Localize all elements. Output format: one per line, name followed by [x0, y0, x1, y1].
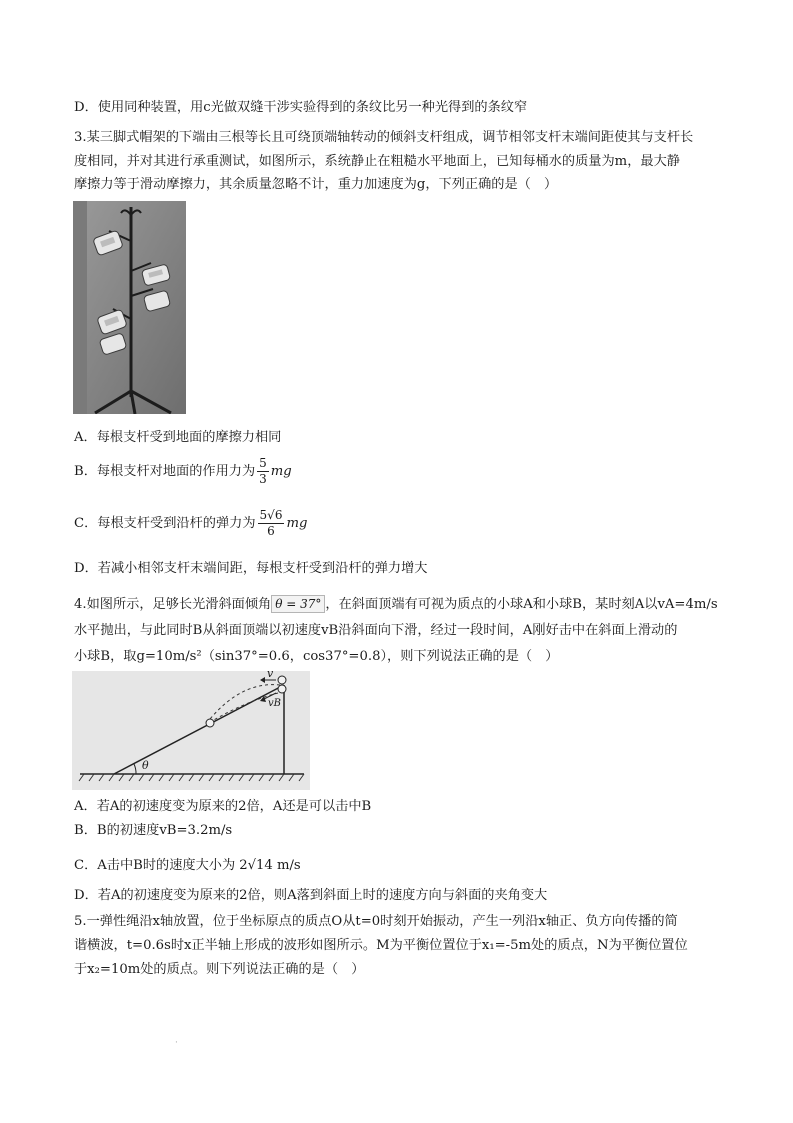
q3-option-b-fraction [257, 456, 269, 487]
q4-stem-line1-post: ，在斜面顶端有可视为质点的小球A和小球B，某时刻A以vA=4m/s [325, 597, 718, 612]
q4-stem-line1-pre: 4.如图所示，足够长光滑斜面倾角 [74, 597, 272, 612]
q3-option-c [74, 507, 307, 541]
q4-stem-line2: 水平抛出，与此同时B从斜面顶端以初速度vB沿斜面向下滑，经过一段时间，A刚好击中在斜面上滑动的 [74, 623, 678, 638]
q4-option-b: B．B的初速度vB=3.2m/s [74, 823, 233, 838]
q3-option-c-text: C．每根支杆受到沿杆的弹力为 [74, 516, 256, 531]
q3-option-c-unit: mg [286, 516, 308, 531]
q4-option-c [74, 857, 301, 875]
q4-stem-line3: 小球B，取g=10m/s²（sin37°=0.6，cos37°=0.8），则下列说法正确的是（ ） [74, 649, 559, 664]
q3-stem-line3: 摩擦力等于滑动摩擦力，其余质量忽略不计，重力加速度为g，下列正确的是（ ） [74, 177, 558, 192]
q5-stem-line2: 谐横波，t=0.6s时x正半轴上形成的波形如图所示。M为平衡位置位于x₁=-5m处的质点，N为平衡位置位 [74, 938, 688, 953]
q4-option-c-text: C．A击中B时的速度大小为 [74, 858, 236, 873]
q4-option-c-unit: m/s [272, 858, 301, 873]
q3-option-b-numerator: 5 [259, 456, 267, 470]
incline-label-vb: vB [268, 698, 281, 709]
q3-stem-line1: 3.某三脚式帽架的下端由三根等长且可绕顶端轴转动的倾斜支杆组成，调节相邻支杆末端间距使其与支杆长 [74, 130, 694, 145]
q4-option-c-value: 2√14 [239, 858, 273, 873]
q3-option-b-denominator: 3 [259, 472, 267, 486]
q3-option-b-unit: mg [270, 464, 292, 479]
q4-theta-value: θ = 37° [271, 595, 325, 613]
incline-figure [72, 667, 310, 790]
q5-stem-line1: 5.一弹性绳沿x轴放置，位于坐标原点的质点O从t=0时刻开始振动，产生一列沿x轴正、负方向传播的简 [74, 914, 678, 929]
q3-option-c-numerator: 5√6 [259, 508, 283, 522]
q3-option-c-fraction [258, 508, 285, 539]
q3-stem-line2: 度相同，并对其进行承重测试，如图所示，系统静止在粗糙水平地面上，已知每桶水的质量为m，最大静 [74, 154, 680, 169]
q5-stem-line3: 于x₂=10m处的质点。则下列说法正确的是（ ） [74, 962, 365, 977]
q3-option-b [74, 455, 292, 489]
hat-rack-photo [73, 201, 186, 414]
q3-option-b-text: B．每根支杆对地面的作用力为 [74, 464, 256, 479]
q3-option-c-denominator: 6 [267, 524, 275, 538]
hat-rack-illustration [73, 201, 186, 414]
q4-stem-line1 [74, 595, 718, 614]
q3-option-a: A．每根支杆受到地面的摩擦力相同 [74, 430, 282, 445]
q4-option-d: D．若A的初速度变为原来的2倍，则A落到斜面上时的速度方向与斜面的夹角变大 [74, 888, 548, 903]
incline-label-v: v [267, 667, 274, 680]
incline-label-theta: θ [142, 759, 149, 772]
incline-diagram [72, 671, 310, 790]
q3-option-d: D．若减小相邻支杆末端间距，每根支杆受到沿杆的弹力增大 [74, 561, 428, 576]
footer-mark: · [175, 1038, 178, 1048]
q2-option-d: D．使用同种装置，用c光做双缝干涉实验得到的条纹比另一种光得到的条纹窄 [74, 100, 528, 115]
q4-option-a: A．若A的初速度变为原来的2倍，A还是可以击中B [74, 799, 372, 814]
